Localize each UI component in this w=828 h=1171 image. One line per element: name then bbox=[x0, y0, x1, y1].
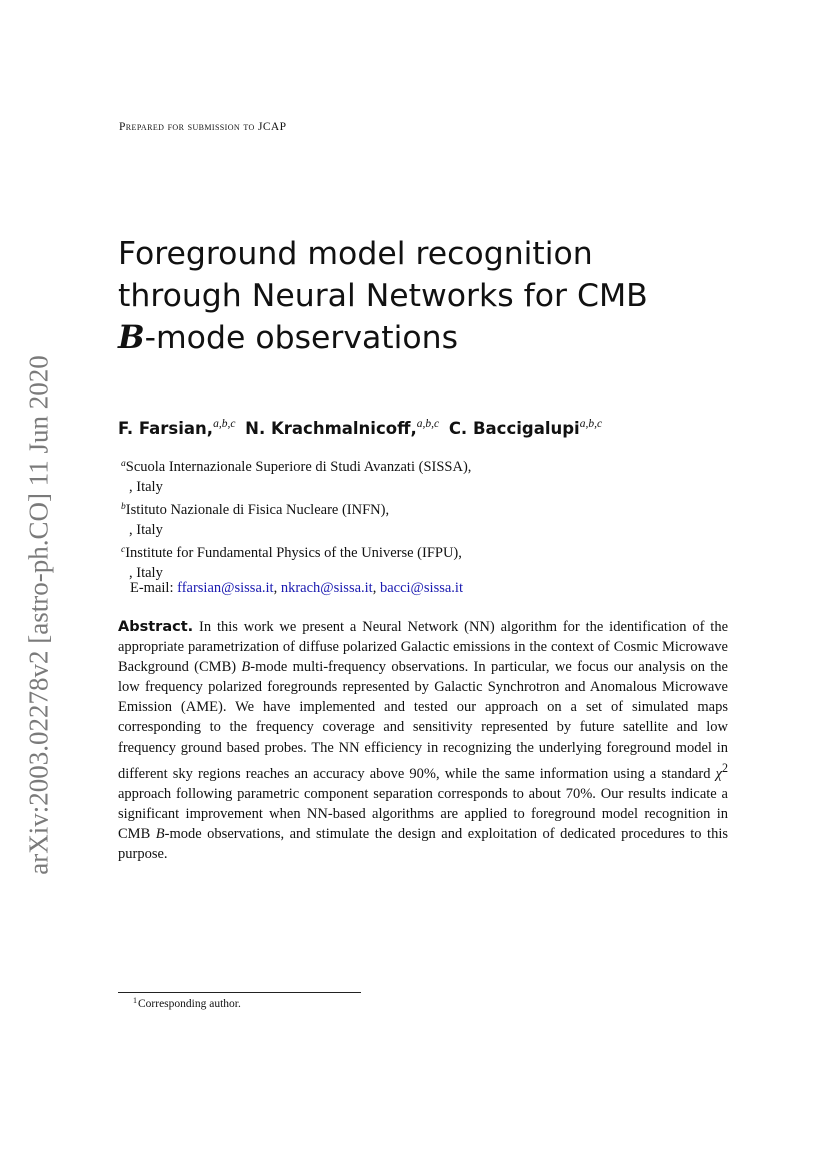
title-line-2: through Neural Networks for CMB bbox=[118, 278, 648, 314]
email-link[interactable]: nkrach@sissa.it bbox=[280, 580, 373, 596]
author-affiliation-marks: a,b,c bbox=[579, 418, 603, 430]
author-name: C. Baccigalupi bbox=[448, 419, 580, 438]
abstract-b-symbol: B bbox=[155, 825, 165, 842]
abstract-text: -mode multi-frequency observations. In particular, we focus our analysis on the low frequency polarized foregrounds represented by Galactic Synchrotron and Anomalous Microwave Emission (AME). We have implemented and tested our approach on a set of simulated maps corresponding to the frequency coverage and sensitivity represented by future satellite and low frequency ground based probes. The NN efficiency in recognizing the underlying foreground model in different sky regions reaches an accuracy above 90%, while the same information using a standard bbox=[118, 659, 728, 782]
abstract-text: approach following parametric component separation corresponds to about 70%. Our results indicate a significant improvement when NN-based algorithms are applied to foreground model recognition in CMB bbox=[118, 785, 728, 842]
abstract-text: In this work we present a Neural Network (NN) algorithm for the identification of the appropriate parametrization of diffuse polarized Galactic emissions in the context of Cosmic Microwave Background (CMB) bbox=[118, 619, 729, 676]
email-line: E-mail: ffarsian@sissa.it, nkrach@sissa.it, bacci@sissa.it bbox=[130, 580, 463, 596]
title-b-symbol: B bbox=[118, 319, 145, 356]
affiliation-label: c bbox=[121, 545, 126, 555]
title-line-3: -mode observations bbox=[144, 320, 459, 356]
affiliation-item bbox=[121, 497, 471, 520]
author-affiliation-marks: a,b,c bbox=[213, 418, 236, 430]
affiliation-country: , Italy bbox=[129, 479, 163, 495]
footnote-divider bbox=[118, 992, 361, 993]
author-affiliation-marks: a,b,c bbox=[416, 418, 440, 430]
footnote-number: 1 bbox=[133, 996, 137, 1005]
abstract-label: Abstract. bbox=[118, 619, 194, 635]
email-link[interactable]: bacci@sissa.it bbox=[379, 580, 463, 596]
footnote bbox=[133, 996, 241, 1010]
arxiv-identifier-text: arXiv:2003.02278v2 [astro-ph.CO] 11 Jun 2020 bbox=[23, 355, 54, 875]
affiliation-item bbox=[121, 454, 471, 477]
author-list bbox=[118, 418, 606, 438]
affiliation-institution: Scuola Internazionale Superiore di Studi Avanzati (SISSA), bbox=[125, 459, 472, 475]
paper-title bbox=[118, 233, 758, 359]
email-link[interactable]: ffarsian@sissa.it bbox=[177, 580, 274, 596]
affiliation-country: , Italy bbox=[129, 522, 163, 538]
abstract-b-symbol: B bbox=[241, 659, 251, 676]
submission-note: Prepared for submission to JCAP bbox=[119, 121, 287, 133]
affiliation-country: , Italy bbox=[129, 565, 163, 581]
affiliation-institution: Institute for Fundamental Physics of the Universe (IFPU), bbox=[125, 545, 462, 561]
author-name: N. Krachmalnicoff, bbox=[245, 419, 417, 438]
footnote-text: Corresponding author. bbox=[138, 998, 241, 1010]
abstract bbox=[118, 617, 728, 864]
author-name: F. Farsian, bbox=[118, 419, 214, 438]
arxiv-identifier bbox=[14, 340, 64, 890]
affiliation-list bbox=[121, 454, 471, 583]
title-line-1: Foreground model recognition bbox=[118, 236, 593, 272]
abstract-chi-exponent: 2 bbox=[721, 760, 729, 775]
email-label: E-mail: bbox=[130, 580, 174, 596]
affiliation-item bbox=[121, 540, 471, 563]
abstract-chi-symbol: χ bbox=[715, 765, 722, 782]
affiliation-institution: Istituto Nazionale di Fisica Nucleare (INFN), bbox=[125, 502, 390, 518]
affiliation-label: b bbox=[121, 502, 126, 512]
abstract-text: -mode observations, and stimulate the design and exploitation of dedicated procedures to this purpose. bbox=[118, 825, 729, 862]
affiliation-label: a bbox=[121, 459, 126, 469]
